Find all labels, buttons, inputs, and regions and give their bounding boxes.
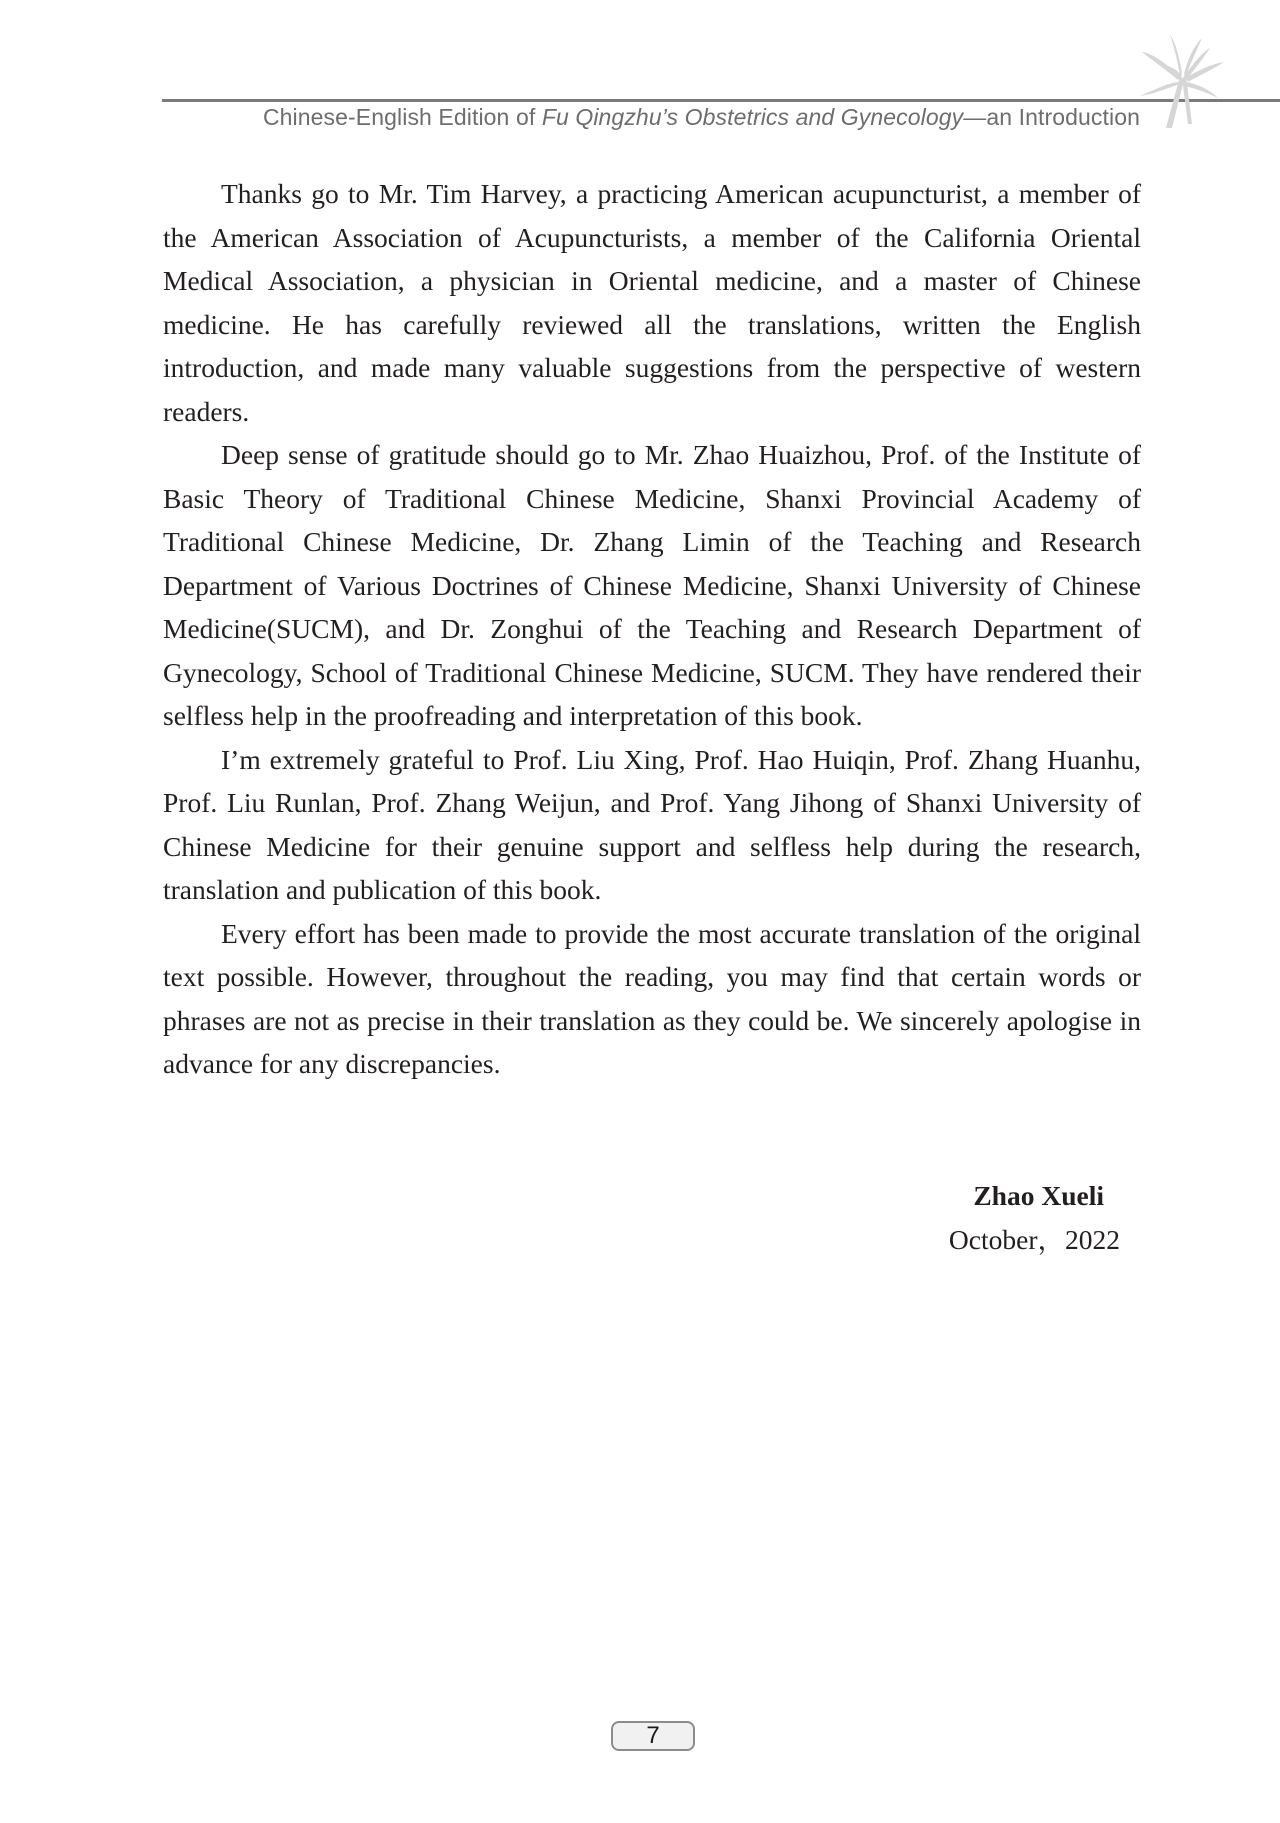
paragraph: Thanks go to Mr. Tim Harvey, a practicing American acupuncturist, a member of the American Association of Acupuncturists, a member of the California Oriental Medical Association, a physician in Oriental medicine, and a master of Chinese medicine. He has carefully reviewed all the translations, written the English introduction, and made many valuable suggestions from the perspective of western readers. xyxy=(163,178,1141,427)
page-number: 7 xyxy=(611,1721,695,1751)
author-name: Zhao Xueli xyxy=(973,1180,1104,1211)
header-rule xyxy=(162,99,1280,102)
acknowledgement-body xyxy=(163,172,1141,1086)
running-header xyxy=(206,104,1140,131)
signature-date: October，2022 xyxy=(948,1224,1120,1255)
paragraph: I’m extremely grateful to Prof. Liu Xing, Prof. Hao Huiqin, Prof. Zhang Huanhu, Prof. Liu Runlan, Prof. Zhang Weijun, and Prof. Yang Jihong of Shanxi University of Chinese Medicine for their genuine support and selfless help during the research, translation and publication of this book. xyxy=(163,743,1141,905)
signature-block xyxy=(949,1174,1120,1262)
paragraph: Deep sense of gratitude should go to Mr. Zhao Huaizhou, Prof. of the Institute of Basic Theory of Traditional Chinese Medicine, Shanxi Provincial Academy of Traditional Chinese Medicine, Dr. Zhang Limin of the Teaching and Research Department of Various Doctrines of Chinese Medicine, Shanxi University of Chinese Medicine(SUCM), and Dr. Zonghui of the Teaching and Research Department of Gynecology, School of Traditional Chinese Medicine, SUCM. They have rendered their selfless help in the proofreading and interpretation of this book. xyxy=(163,439,1141,731)
header-book-title: Fu Qingzhu’s Obstetrics and Gynecology xyxy=(541,104,964,130)
header-title-prefix: Chinese-English Edition of xyxy=(262,104,542,130)
header-title-suffix: —an Introduction xyxy=(963,104,1140,130)
paragraph: Every effort has been made to provide the most accurate translation of the original text possible. However, throughout the reading, you may find that certain words or phrases are not as precise in their translation as they could be. We sincerely apologise in advance for any discrepancies. xyxy=(163,917,1141,1079)
bamboo-leaf-icon xyxy=(1136,24,1226,128)
